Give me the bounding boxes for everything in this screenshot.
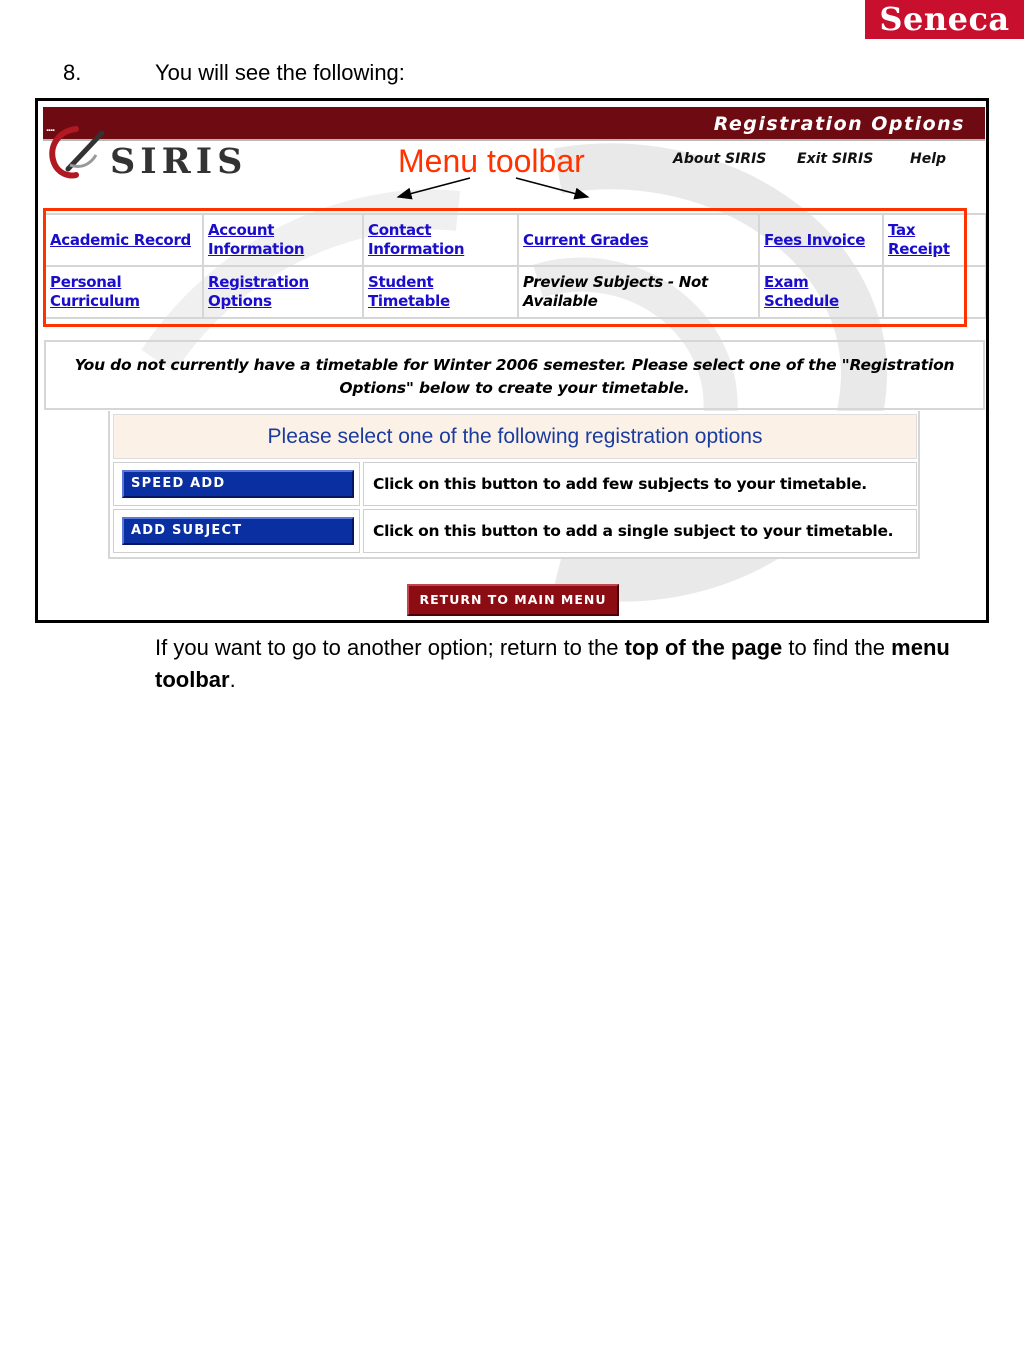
option-button-cell [113, 462, 360, 506]
footer-text-3: . [229, 667, 236, 692]
about-siris-link[interactable]: About SIRIS [673, 151, 767, 167]
menu-row-1 [45, 214, 986, 266]
siris-brand: SIRIS [110, 141, 248, 182]
exit-siris-link[interactable]: Exit SIRIS [797, 151, 874, 167]
menu-link-contact-information[interactable]: Contact Information [368, 221, 465, 258]
menu-link-tax-receipt[interactable]: Tax Receipt [888, 221, 950, 258]
menu-cell [518, 214, 759, 266]
menu-cell [883, 214, 986, 266]
menu-cell [203, 266, 363, 318]
menu-cell [363, 266, 518, 318]
registration-options-heading: Please select one of the following registration options [113, 414, 917, 459]
siris-header-bar [43, 107, 985, 141]
siris-swoosh-icon [46, 125, 108, 181]
step-instruction: You will see the following: [155, 60, 405, 85]
speed-add-button[interactable]: SPEED ADD [122, 470, 354, 498]
menu-link-fees-invoice[interactable]: Fees Invoice [764, 230, 866, 249]
option-row-add-subject [113, 509, 917, 553]
menu-cell [759, 266, 883, 318]
add-subject-button[interactable]: ADD SUBJECT [122, 517, 354, 545]
notice-line-1: You do not currently have a timetable for Winter 2006 semester. Please select one of the "Registration [74, 356, 955, 374]
speed-add-description: Click on this button to add few subjects to your timetable. [363, 462, 917, 506]
option-row-speed-add [113, 462, 917, 506]
menu-link-student-timetable[interactable]: Student Timetable [368, 273, 450, 310]
notice-line-2: Options" below to create your timetable. [339, 379, 690, 397]
menu-toolbar-annotation: Menu toolbar [398, 143, 585, 179]
menu-link-exam-schedule[interactable]: Exam Schedule [764, 273, 839, 310]
timetable-notice [44, 340, 985, 410]
menu-cell [45, 266, 203, 318]
footer-bold-top-of-page: top of the page [624, 635, 783, 660]
menu-link-current-grades[interactable]: Current Grades [523, 230, 649, 249]
menu-link-academic-record[interactable]: Academic Record [50, 230, 191, 249]
menu-toolbar [44, 213, 987, 319]
help-link[interactable]: Help [910, 151, 947, 167]
menu-cell [363, 214, 518, 266]
menu-cell-empty [883, 266, 986, 318]
menu-preview-subjects-unavailable: Preview Subjects - Not Available [523, 273, 708, 310]
page-title: Registration Options [713, 113, 965, 135]
menu-link-personal-curriculum[interactable]: Personal Curriculum [50, 273, 140, 310]
header-dots: .... [46, 122, 55, 134]
menu-cell [203, 214, 363, 266]
footer-bold-menu-toolbar: menu toolbar [155, 635, 950, 692]
menu-cell [759, 214, 883, 266]
step-number: 8. [63, 60, 82, 85]
add-subject-description: Click on this button to add a single subject to your timetable. [363, 509, 917, 553]
seneca-logo: Seneca [865, 0, 1024, 39]
menu-link-account-information[interactable]: Account Information [208, 221, 305, 258]
footer-text-2: to find the [782, 635, 892, 660]
menu-cell [518, 266, 759, 318]
option-button-cell [113, 509, 360, 553]
siris-screenshot-frame [35, 98, 989, 623]
menu-cell [45, 214, 203, 266]
return-to-main-menu-button[interactable]: RETURN TO MAIN MENU [407, 584, 619, 616]
footer-instruction [155, 632, 975, 696]
menu-link-registration-options[interactable]: Registration Options [208, 273, 309, 310]
menu-row-2 [45, 266, 986, 318]
annotation-arrows-icon [388, 171, 598, 205]
registration-options-panel [108, 411, 920, 559]
footer-text-1: If you want to go to another option; return to the [155, 635, 625, 660]
